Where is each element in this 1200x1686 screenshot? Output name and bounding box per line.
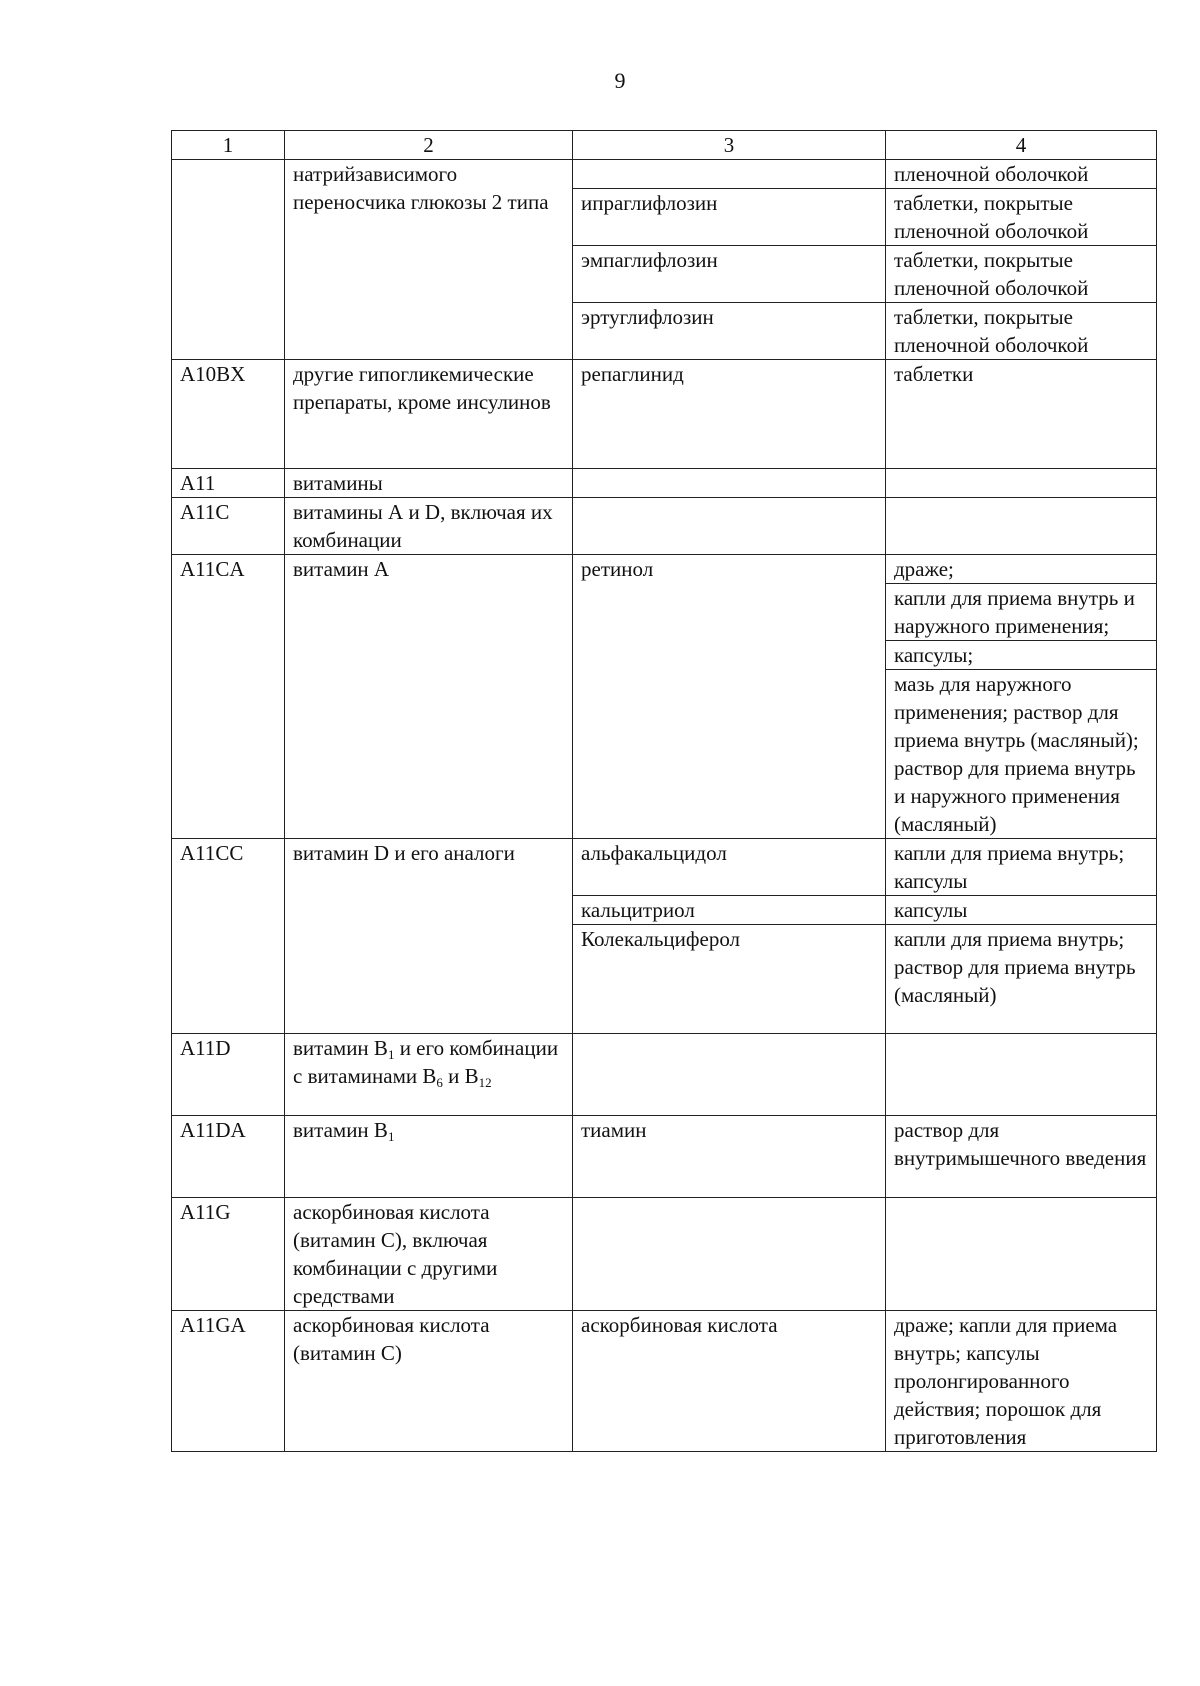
group-name-text: и В bbox=[442, 1064, 479, 1088]
drug-name-cell: ретинол bbox=[573, 555, 886, 839]
drug-name-cell: эртуглифлозин bbox=[573, 303, 886, 360]
dosage-form-item: капли для приема внутрь и наружного применения; bbox=[886, 583, 1156, 640]
group-name-cell bbox=[285, 1034, 573, 1116]
header-cell: 4 bbox=[886, 131, 1157, 160]
dosage-form-cell bbox=[886, 1198, 1157, 1311]
dosage-form-cell: таблетки, покрытые пленочной оболочкой bbox=[886, 189, 1157, 246]
group-name-cell: аскорбиновая кислота (витамин С) bbox=[285, 1311, 573, 1452]
drug-name-cell: аскорбиновая кислота bbox=[573, 1311, 886, 1452]
drug-name-cell: эмпаглифлозин bbox=[573, 246, 886, 303]
table-row bbox=[172, 1198, 1157, 1311]
group-name-cell: витамин D и его аналоги bbox=[285, 839, 573, 1034]
group-name-text: витамин В bbox=[293, 1036, 388, 1060]
dosage-form-cell: пленочной оболочкой bbox=[886, 160, 1157, 189]
page-number: 9 bbox=[614, 68, 626, 93]
group-name-text: и его комбинации с витаминами В bbox=[293, 1036, 559, 1088]
subscript-text: 1 bbox=[387, 1129, 395, 1144]
dosage-form-cell bbox=[886, 469, 1157, 498]
dosage-form-cell bbox=[886, 498, 1157, 555]
table-row bbox=[172, 498, 1157, 555]
subscript-text: 1 bbox=[387, 1047, 395, 1062]
dosage-form-cell: капли для приема внутрь; капсулы bbox=[886, 839, 1157, 896]
atc-code-cell: A11G bbox=[172, 1198, 285, 1311]
table-row bbox=[172, 469, 1157, 498]
atc-code-cell: A11 bbox=[172, 469, 285, 498]
group-name-cell: натрийзависимого переносчика глюкозы 2 типа bbox=[285, 160, 573, 360]
subscript-text: 12 bbox=[478, 1075, 492, 1090]
dosage-form-item: капсулы; bbox=[886, 640, 1156, 669]
atc-code-cell: A11DA bbox=[172, 1116, 285, 1198]
dosage-form-cell: драже; капли для приема внутрь; капсулы пролонгированного действия; порошок для приготовления bbox=[886, 1311, 1157, 1452]
dosage-form-item: мазь для наружного применения; раствор для приема внутрь (масляный); раствор для приема внутрь и наружного применения (масляный) bbox=[886, 669, 1156, 838]
dosage-form-cell: капли для приема внутрь; раствор для приема внутрь (масляный) bbox=[886, 925, 1157, 1034]
table-row bbox=[172, 360, 1157, 469]
atc-code-cell: A11GA bbox=[172, 1311, 285, 1452]
group-name-cell: аскорбиновая кислота (витамин С), включая комбинации с другими средствами bbox=[285, 1198, 573, 1311]
table-row bbox=[172, 1034, 1157, 1116]
dosage-form-cell: таблетки bbox=[886, 360, 1157, 469]
table-row bbox=[172, 839, 1157, 896]
table-row bbox=[172, 160, 1157, 189]
dosage-form-item: драже; bbox=[894, 557, 954, 581]
drug-name-cell bbox=[573, 498, 886, 555]
drug-name-cell: тиамин bbox=[573, 1116, 886, 1198]
drug-name-cell: репаглинид bbox=[573, 360, 886, 469]
header-cell: 2 bbox=[285, 131, 573, 160]
drug-table bbox=[171, 130, 1157, 1452]
atc-code-cell bbox=[172, 160, 285, 360]
atc-code-cell: A11CC bbox=[172, 839, 285, 1034]
header-cell: 3 bbox=[573, 131, 886, 160]
drug-name-cell bbox=[573, 469, 886, 498]
dosage-form-cell: таблетки, покрытые пленочной оболочкой bbox=[886, 303, 1157, 360]
dosage-form-cell: раствор для внутримышечного введения bbox=[886, 1116, 1157, 1198]
drug-name-cell: альфакальцидол bbox=[573, 839, 886, 896]
table-header-row bbox=[172, 131, 1157, 160]
dosage-form-cell bbox=[886, 555, 1157, 839]
group-name-cell: витамины А и D, включая их комбинации bbox=[285, 498, 573, 555]
group-name-text: витамин В bbox=[293, 1118, 388, 1142]
group-name-cell bbox=[285, 1116, 573, 1198]
group-name-cell: витамины bbox=[285, 469, 573, 498]
atc-code-cell: A11C bbox=[172, 498, 285, 555]
table-row bbox=[172, 1311, 1157, 1452]
group-name-cell: витамин А bbox=[285, 555, 573, 839]
drug-name-cell: кальцитриол bbox=[573, 896, 886, 925]
drug-name-cell bbox=[573, 1198, 886, 1311]
header-cell: 1 bbox=[172, 131, 285, 160]
dosage-form-cell: капсулы bbox=[886, 896, 1157, 925]
dosage-form-cell: таблетки, покрытые пленочной оболочкой bbox=[886, 246, 1157, 303]
atc-code-cell: A11D bbox=[172, 1034, 285, 1116]
group-name-cell: другие гипогликемические препараты, кроме инсулинов bbox=[285, 360, 573, 469]
drug-name-cell bbox=[573, 160, 886, 189]
subscript-text: 6 bbox=[436, 1075, 443, 1090]
atc-code-cell: A10BX bbox=[172, 360, 285, 469]
drug-name-cell: Колекальциферол bbox=[573, 925, 886, 1034]
dosage-form-cell bbox=[886, 1034, 1157, 1116]
atc-code-cell: A11CA bbox=[172, 555, 285, 839]
drug-name-cell: ипраглифлозин bbox=[573, 189, 886, 246]
drug-name-cell bbox=[573, 1034, 886, 1116]
table-row bbox=[172, 555, 1157, 839]
table-row bbox=[172, 1116, 1157, 1198]
